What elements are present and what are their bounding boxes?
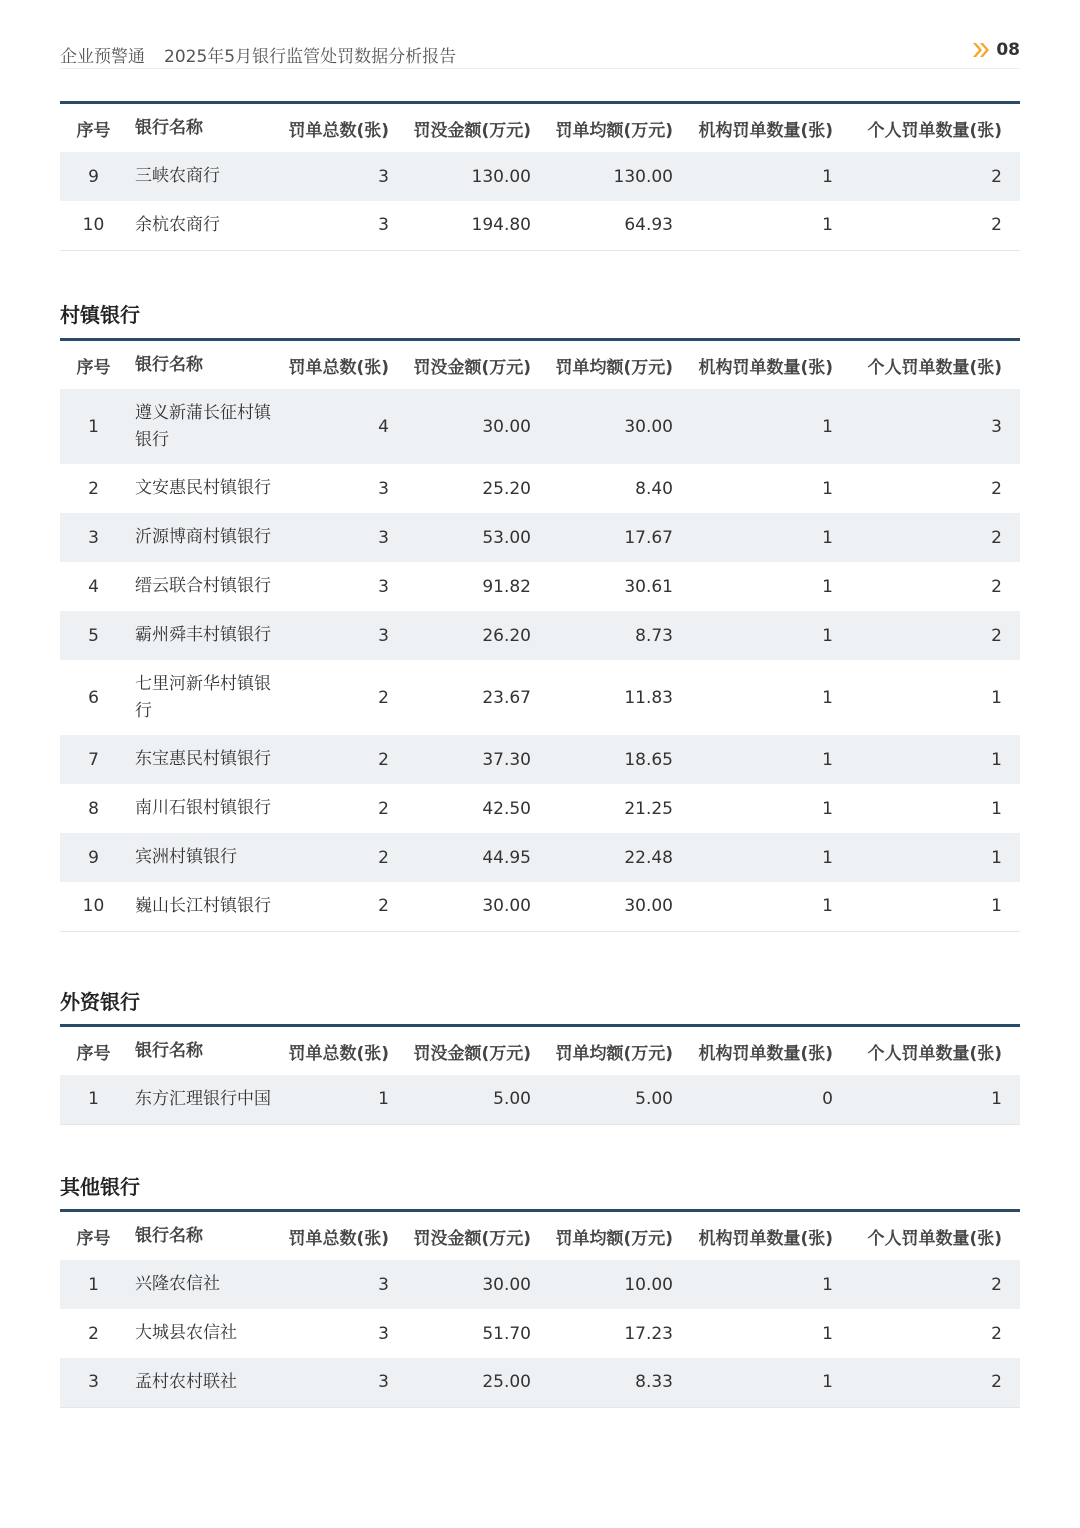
table-header-row xyxy=(60,340,1020,390)
fine-amount: 30.00 xyxy=(482,896,531,917)
col-total-count-header: 罚单总数(张) xyxy=(288,1043,389,1064)
average-fine: 8.73 xyxy=(635,625,673,646)
individual-penalties: 1 xyxy=(991,847,1002,868)
row-index: 6 xyxy=(88,687,99,708)
institution-penalties: 1 xyxy=(822,416,833,437)
fine-amount: 26.20 xyxy=(482,625,531,646)
section-title: 村镇银行 xyxy=(60,303,140,327)
bank-name: 遵义新蒲长征村镇银行 xyxy=(135,402,271,450)
bank-name: 缙云联合村镇银行 xyxy=(135,576,271,596)
average-fine: 18.65 xyxy=(624,749,673,770)
col-institution-count-header: 机构罚单数量(张) xyxy=(698,1228,833,1249)
fine-amount: 30.00 xyxy=(482,416,531,437)
section-title: 外资银行 xyxy=(60,990,140,1014)
page-header xyxy=(60,38,1020,69)
row-index: 10 xyxy=(82,215,105,236)
col-index-header: 序号 xyxy=(76,357,111,378)
institution-penalties: 1 xyxy=(822,527,833,548)
fine-amount: 194.80 xyxy=(471,215,531,236)
col-fine-amount-header: 罚没金额(万元) xyxy=(413,1228,531,1249)
page-number: 08 xyxy=(996,40,1020,60)
table-row xyxy=(60,464,1020,513)
brand-name: 企业预警通 xyxy=(60,47,145,67)
row-index: 2 xyxy=(88,1323,99,1344)
total-penalties: 3 xyxy=(378,527,389,548)
fine-amount: 44.95 xyxy=(482,847,531,868)
total-penalties: 3 xyxy=(378,1274,389,1295)
total-penalties: 3 xyxy=(378,166,389,187)
col-bank-name-header: 银行名称 xyxy=(135,1225,203,1246)
bank-name: 三峡农商行 xyxy=(135,166,220,186)
col-individual-count-header: 个人罚单数量(张) xyxy=(867,357,1002,378)
average-fine: 30.00 xyxy=(624,896,673,917)
double-chevron-right-icon xyxy=(972,41,990,59)
institution-penalties: 1 xyxy=(822,687,833,708)
individual-penalties: 1 xyxy=(991,1089,1002,1110)
table-row xyxy=(60,660,1020,735)
average-fine: 30.00 xyxy=(624,416,673,437)
bank-name: 大城县农信社 xyxy=(135,1323,237,1343)
penalty-table xyxy=(60,1024,1020,1125)
fine-amount: 91.82 xyxy=(482,576,531,597)
row-index: 7 xyxy=(88,749,99,770)
col-bank-name-header: 银行名称 xyxy=(135,117,203,138)
col-average-amount-header: 罚单均额(万元) xyxy=(555,1043,673,1064)
bank-name: 巍山长江村镇银行 xyxy=(135,895,271,916)
table-row xyxy=(60,389,1020,464)
section-title: 其他银行 xyxy=(60,1175,140,1199)
average-fine: 11.83 xyxy=(624,687,673,708)
institution-penalties: 1 xyxy=(822,896,833,917)
col-average-amount-header: 罚单均额(万元) xyxy=(555,120,673,141)
bank-name: 南川石银村镇银行 xyxy=(135,798,271,818)
fine-amount: 25.20 xyxy=(482,478,531,499)
table-row xyxy=(60,1358,1020,1407)
fine-amount: 5.00 xyxy=(493,1089,531,1110)
total-penalties: 2 xyxy=(378,749,389,770)
fine-amount: 25.00 xyxy=(482,1372,531,1393)
row-index: 4 xyxy=(88,576,99,597)
row-index: 9 xyxy=(88,847,99,868)
fine-amount: 130.00 xyxy=(471,166,531,187)
col-individual-count-header: 个人罚单数量(张) xyxy=(867,1043,1002,1064)
fine-amount: 42.50 xyxy=(482,798,531,819)
average-fine: 130.00 xyxy=(613,166,673,187)
table-header-row xyxy=(60,1026,1020,1076)
table-row xyxy=(60,513,1020,562)
total-penalties: 3 xyxy=(378,478,389,499)
total-penalties: 1 xyxy=(378,1089,389,1110)
institution-penalties: 0 xyxy=(822,1089,833,1110)
average-fine: 64.93 xyxy=(624,215,673,236)
col-individual-count-header: 个人罚单数量(张) xyxy=(867,1228,1002,1249)
col-fine-amount-header: 罚没金额(万元) xyxy=(413,1043,531,1064)
institution-penalties: 1 xyxy=(822,798,833,819)
fine-amount: 53.00 xyxy=(482,527,531,548)
row-index: 5 xyxy=(88,625,99,646)
row-index: 2 xyxy=(88,478,99,499)
table-row xyxy=(60,882,1020,931)
average-fine: 21.25 xyxy=(624,798,673,819)
fine-amount: 30.00 xyxy=(482,1274,531,1295)
average-fine: 22.48 xyxy=(624,847,673,868)
individual-penalties: 2 xyxy=(991,166,1002,187)
report-title: 2025年5月银行监管处罚数据分析报告 xyxy=(164,47,457,67)
penalty-table xyxy=(60,1209,1020,1408)
institution-penalties: 1 xyxy=(822,749,833,770)
individual-penalties: 2 xyxy=(991,478,1002,499)
fine-amount: 51.70 xyxy=(482,1323,531,1344)
individual-penalties: 2 xyxy=(991,1323,1002,1344)
institution-penalties: 1 xyxy=(822,1274,833,1295)
row-index: 9 xyxy=(88,166,99,187)
bank-name: 东方汇理银行中国 xyxy=(135,1088,271,1109)
col-total-count-header: 罚单总数(张) xyxy=(288,1228,389,1249)
individual-penalties: 2 xyxy=(991,1274,1002,1295)
table-header-row xyxy=(60,103,1020,153)
bank-name: 霸州舜丰村镇银行 xyxy=(135,625,271,645)
individual-penalties: 2 xyxy=(991,215,1002,236)
total-penalties: 2 xyxy=(378,798,389,819)
individual-penalties: 1 xyxy=(991,896,1002,917)
col-bank-name-header: 银行名称 xyxy=(135,354,203,375)
col-institution-count-header: 机构罚单数量(张) xyxy=(698,357,833,378)
col-index-header: 序号 xyxy=(76,120,111,141)
table-row xyxy=(60,784,1020,833)
average-fine: 8.40 xyxy=(635,478,673,499)
table-row xyxy=(60,611,1020,660)
row-index: 10 xyxy=(82,896,105,917)
average-fine: 8.33 xyxy=(635,1372,673,1393)
bank-name: 沂源博商村镇银行 xyxy=(135,527,271,547)
average-fine: 30.61 xyxy=(624,576,673,597)
table-row xyxy=(60,1260,1020,1309)
institution-penalties: 1 xyxy=(822,576,833,597)
row-index: 1 xyxy=(88,416,99,437)
institution-penalties: 1 xyxy=(822,1372,833,1393)
penalty-table xyxy=(60,101,1020,251)
average-fine: 17.67 xyxy=(624,527,673,548)
row-index: 3 xyxy=(88,1372,99,1393)
average-fine: 17.23 xyxy=(624,1323,673,1344)
individual-penalties: 3 xyxy=(991,416,1002,437)
table-row xyxy=(60,201,1020,250)
total-penalties: 3 xyxy=(378,576,389,597)
total-penalties: 3 xyxy=(378,215,389,236)
bank-name: 余杭农商行 xyxy=(135,214,220,235)
table-row xyxy=(60,562,1020,611)
individual-penalties: 2 xyxy=(991,576,1002,597)
total-penalties: 2 xyxy=(378,896,389,917)
individual-penalties: 1 xyxy=(991,687,1002,708)
bank-name: 东宝惠民村镇银行 xyxy=(135,749,271,769)
col-fine-amount-header: 罚没金额(万元) xyxy=(413,120,531,141)
bank-name: 七里河新华村镇银行 xyxy=(135,673,271,721)
total-penalties: 3 xyxy=(378,1323,389,1344)
col-institution-count-header: 机构罚单数量(张) xyxy=(698,1043,833,1064)
col-total-count-header: 罚单总数(张) xyxy=(288,357,389,378)
individual-penalties: 1 xyxy=(991,749,1002,770)
individual-penalties: 2 xyxy=(991,1372,1002,1393)
average-fine: 10.00 xyxy=(624,1274,673,1295)
col-average-amount-header: 罚单均额(万元) xyxy=(555,1228,673,1249)
row-index: 8 xyxy=(88,798,99,819)
institution-penalties: 1 xyxy=(822,625,833,646)
row-index: 1 xyxy=(88,1089,99,1110)
individual-penalties: 2 xyxy=(991,527,1002,548)
col-institution-count-header: 机构罚单数量(张) xyxy=(698,120,833,141)
table-row xyxy=(60,735,1020,784)
individual-penalties: 2 xyxy=(991,625,1002,646)
col-average-amount-header: 罚单均额(万元) xyxy=(555,357,673,378)
col-total-count-header: 罚单总数(张) xyxy=(288,120,389,141)
col-individual-count-header: 个人罚单数量(张) xyxy=(867,120,1002,141)
page-indicator xyxy=(972,40,1020,60)
bank-name: 宾洲村镇银行 xyxy=(135,847,237,867)
table-row xyxy=(60,152,1020,201)
bank-name: 文安惠民村镇银行 xyxy=(135,478,271,498)
institution-penalties: 1 xyxy=(822,215,833,236)
row-index: 1 xyxy=(88,1274,99,1295)
institution-penalties: 1 xyxy=(822,1323,833,1344)
row-index: 3 xyxy=(88,527,99,548)
col-fine-amount-header: 罚没金额(万元) xyxy=(413,357,531,378)
table-row xyxy=(60,1075,1020,1124)
fine-amount: 37.30 xyxy=(482,749,531,770)
col-index-header: 序号 xyxy=(76,1043,111,1064)
total-penalties: 3 xyxy=(378,1372,389,1393)
table-row xyxy=(60,1309,1020,1358)
fine-amount: 23.67 xyxy=(482,687,531,708)
col-index-header: 序号 xyxy=(76,1228,111,1249)
col-bank-name-header: 银行名称 xyxy=(135,1040,203,1061)
institution-penalties: 1 xyxy=(822,847,833,868)
individual-penalties: 1 xyxy=(991,798,1002,819)
average-fine: 5.00 xyxy=(635,1089,673,1110)
total-penalties: 4 xyxy=(378,416,389,437)
bank-name: 孟村农村联社 xyxy=(135,1371,237,1392)
institution-penalties: 1 xyxy=(822,478,833,499)
total-penalties: 2 xyxy=(378,847,389,868)
table-row xyxy=(60,833,1020,882)
total-penalties: 3 xyxy=(378,625,389,646)
institution-penalties: 1 xyxy=(822,166,833,187)
table-header-row xyxy=(60,1211,1020,1261)
total-penalties: 2 xyxy=(378,687,389,708)
penalty-table xyxy=(60,338,1020,932)
bank-name: 兴隆农信社 xyxy=(135,1274,220,1294)
